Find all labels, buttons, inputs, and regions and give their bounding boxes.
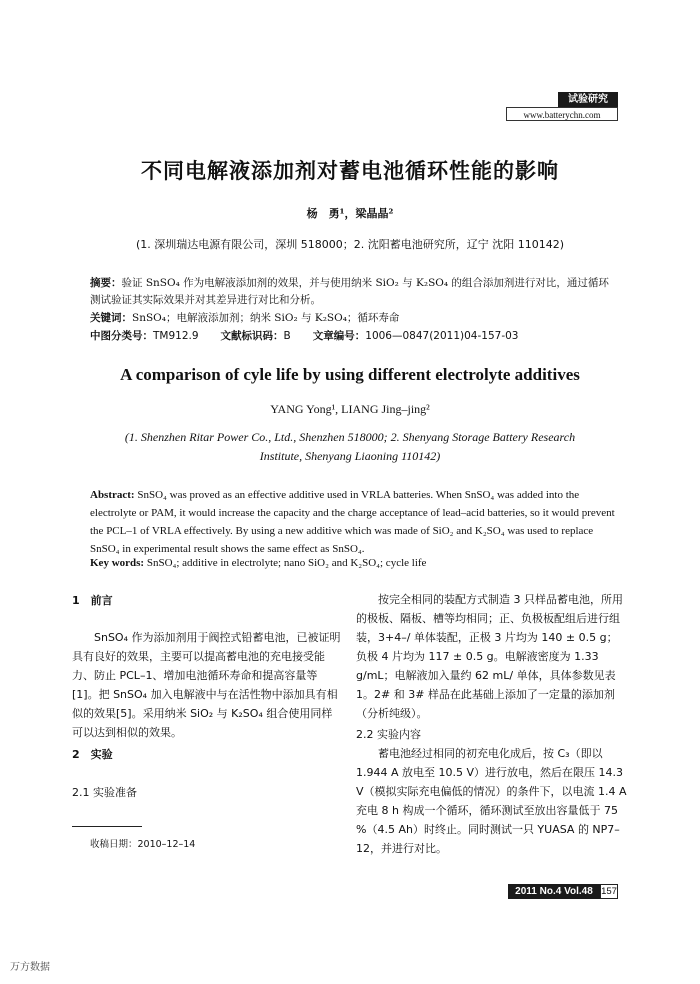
keywords-cn-label: 关键词： <box>90 312 132 324</box>
article-number-label: 文章编号： <box>312 330 366 342</box>
title-cn: 不同电解液添加剂对蓄电池循环性能的影响 <box>141 159 559 183</box>
section-2-1-heading: 2.1 实验准备 <box>72 786 137 799</box>
affiliation-cn: (1. 深圳瑞达电源有限公司，深圳 518000；2. 沈阳蓄电池研究所，辽宁 沈阳 110142) <box>135 238 565 251</box>
section-2-2-heading: 2.2 实验内容 <box>356 728 421 741</box>
keywords-en-text: SnSO₄; additive in electrolyte; nano SiO₂ and K₂SO₄; cycle life <box>146 557 427 569</box>
section-2-1-paragraph: 按完全相同的装配方式制造 3 只样品蓄电池，所用的极板、隔板、槽等均相同；正、负极板配组后进行组装，3+4–/ 单体装配，正极 3 片均为 140 ± 0.5 g；负极 4 片均为 117 ± 0.5 g。电解液密度为 1.33 g/mL；电解液加入量约 62 mL/ 单体，具体参数见表 1。2# 和 3# 样品在此基础上添加了一定量的添加剂（分析纯级）。 <box>356 593 623 720</box>
abstract-en <box>90 486 615 558</box>
issue-badge: 2011 No.4 Vol.48 <box>508 884 600 899</box>
abstract-cn-text: 验证 SnSO₄ 作为电解液添加剂的效果，并与使用纳米 SiO₂ 与 K₂SO₄ 的组合添加剂进行对比，通过循环测试验证其实际效果并对其差异进行对比和分析。 <box>90 277 609 306</box>
abstract-cn <box>90 275 615 309</box>
article-number-value: 1006—0847(2011)04-157-03 <box>365 330 519 342</box>
page-number: 157 <box>601 886 617 897</box>
journal-website-link[interactable]: www.batterychn.com <box>506 107 618 121</box>
watermark: 万方数据 <box>10 962 50 973</box>
abstract-en-text: SnSO₄ was proved as an effective additive used in VRLA batteries. When SnSO₄ was added into the electrolyte or PAM, it would increase the capacity and the charge acceptance of lead–acid batteries, so it would prevent the PCL–1 of VRLA effectively. By using a new additive which was made of SiO₂ and K₂SO₄ was used to replace SnSO₄ in experimental result shows the same effect as SnSO₄. <box>90 489 615 555</box>
clc-label: 中图分类号： <box>90 330 153 342</box>
section-2-heading: 2 实验 <box>72 748 113 761</box>
clc-value: TM912.9 <box>153 330 199 342</box>
abstract-cn-label: 摘要： <box>90 277 122 289</box>
doc-code-value: B <box>283 330 291 342</box>
footnote-divider <box>72 826 142 827</box>
keywords-en-label: Key words: <box>90 557 145 569</box>
authors-en: YANG Yong¹, LIANG Jing–jing² <box>270 402 430 416</box>
received-date: 收稿日期：2010–12–14 <box>90 839 196 850</box>
abstract-en-label: Abstract: <box>90 489 135 501</box>
section-1-heading: 1 前言 <box>72 594 113 607</box>
section-2-2-paragraph: 蓄电池经过相同的初充电化成后，按 C₃（即以 1.944 A 放电至 10.5 V）进行放电，然后在限压 14.3 V（模拟实际充电偏低的情况）的条件下，以电流 1.4 A 充电 8 h 构成一个循环，循环测试至放出容量低于 75 %（4.5 Ah）时终止。同时测试一只 YUASA 的 NP7–12，并进行对比。 <box>356 747 627 855</box>
affiliation-en: (1. Shenzhen Ritar Power Co., Ltd., Shenzhen 518000; 2. Shenyang Storage Battery Research Institute, Shenyang Liaoning 110142) <box>124 430 576 463</box>
keywords-cn <box>90 310 615 327</box>
doc-code-label: 文献标识码： <box>220 330 284 342</box>
section-tag-badge: 试验研究 <box>558 92 618 107</box>
keywords-cn-text: SnSO₄；电解液添加剂；纳米 SiO₂ 与 K₂SO₄；循环寿命 <box>132 312 400 324</box>
authors-cn: 杨 勇¹，梁晶晶² <box>306 207 394 220</box>
title-en: A comparison of cyle life by using different electrolyte additives <box>120 365 580 384</box>
classification-line <box>90 328 615 345</box>
section-1-paragraph: SnSO₄ 作为添加剂用于阀控式铅蓄电池，已被证明具有良好的效果，主要可以提高蓄电池的充电接受能力、防止 PCL–1、增加电池循环寿命和提高容量等[1]。把 SnSO₄ 加入电解液中与在活性物中添加具有相似的效果[5]。采用纳米 SiO₂ 与 K₂SO₄ 组合使用同样可以达到相似的效果。 <box>72 631 341 739</box>
keywords-en <box>90 554 615 572</box>
